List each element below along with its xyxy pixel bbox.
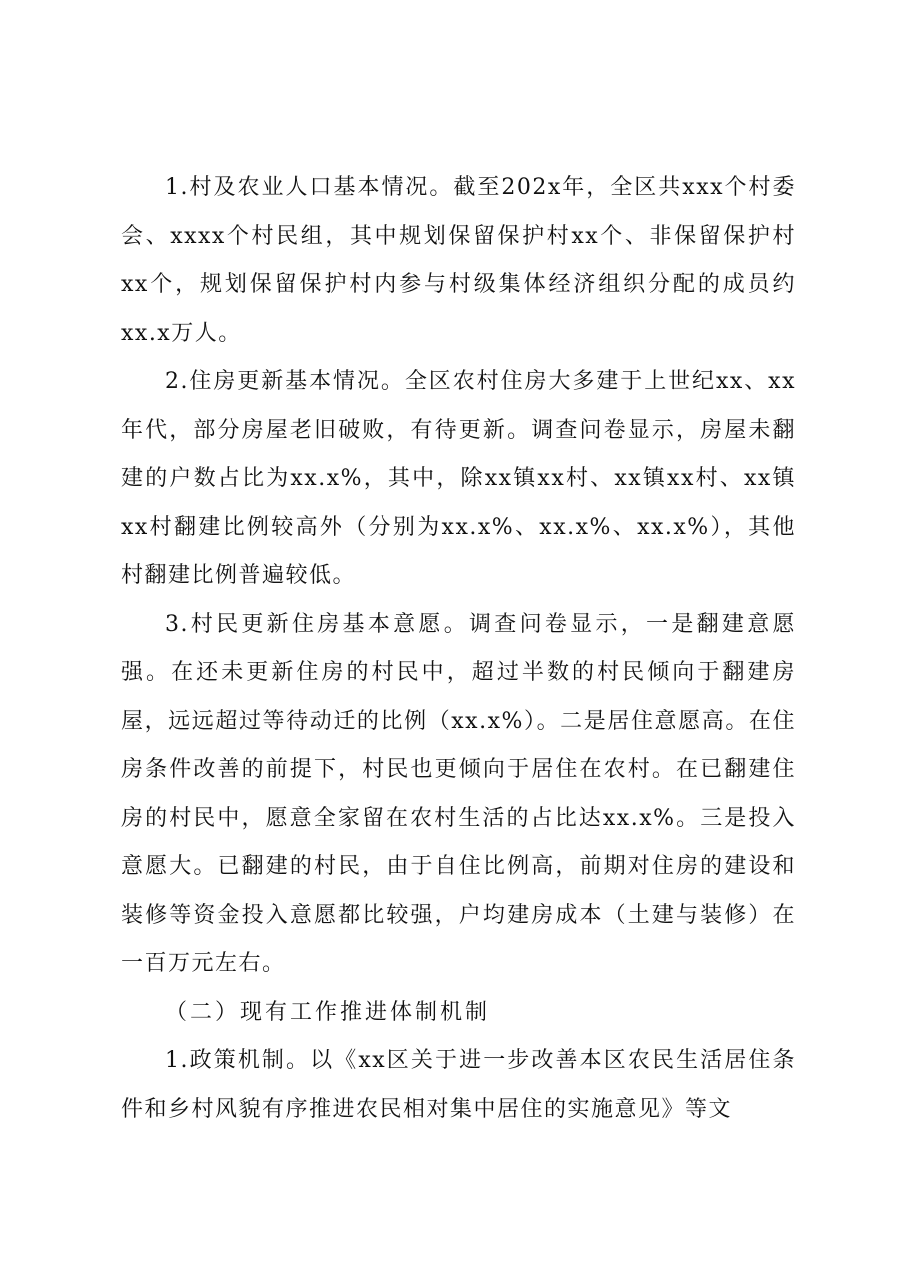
paragraph-villager-willingness: 3.村民更新住房基本意愿。调查问卷显示，一是翻建意愿强。在还未更新住房的村民中，超过半数的村民倾向于翻建房屋，远远超过等待动迁的比例（xx.x%）。二是居住意愿高。在住房条件改善的前提下，村民也更倾向于居住在农村。在已翻建住房的村民中，愿意全家留在农村生活的占比达xx.x%。三是投入意愿大。已翻建的村民，由于自住比例高，前期对住房的建设和装修等资金投入意愿都比较强，户均建房成本（土建与装修）在一百万元左右。 — [121, 611, 796, 976]
paragraph-policy-mechanism: 1.政策机制。以《xx区关于进一步改善本区农民生活居住条件和乡村风貌有序推进农民相对集中居住的实施意见》等文 — [121, 1048, 796, 1122]
document-body — [121, 164, 796, 1134]
section-heading: （二）现有工作推进体制机制 — [165, 999, 491, 1025]
paragraph-rural-population: 1.村及农业人口基本情况。截至202x年，全区共xxx个村委会、xxxx个村民组，其中规划保留保护村xx个、非保留保护村xx个，规划保留保护村内参与村级集体经济组织分配的成员约xx.x万人。 — [121, 175, 796, 346]
paragraph-housing-renewal: 2.住房更新基本情况。全区农村住房大多建于上世纪xx、xx年代，部分房屋老旧破败，有待更新。调查问卷显示，房屋未翻建的户数占比为xx.x%，其中，除xx镇xx村、xx镇xx村、xx镇xx村翻建比例较高外（分别为xx.x%、xx.x%、xx.x%），其他村翻建比例普遍较低。 — [121, 369, 796, 588]
